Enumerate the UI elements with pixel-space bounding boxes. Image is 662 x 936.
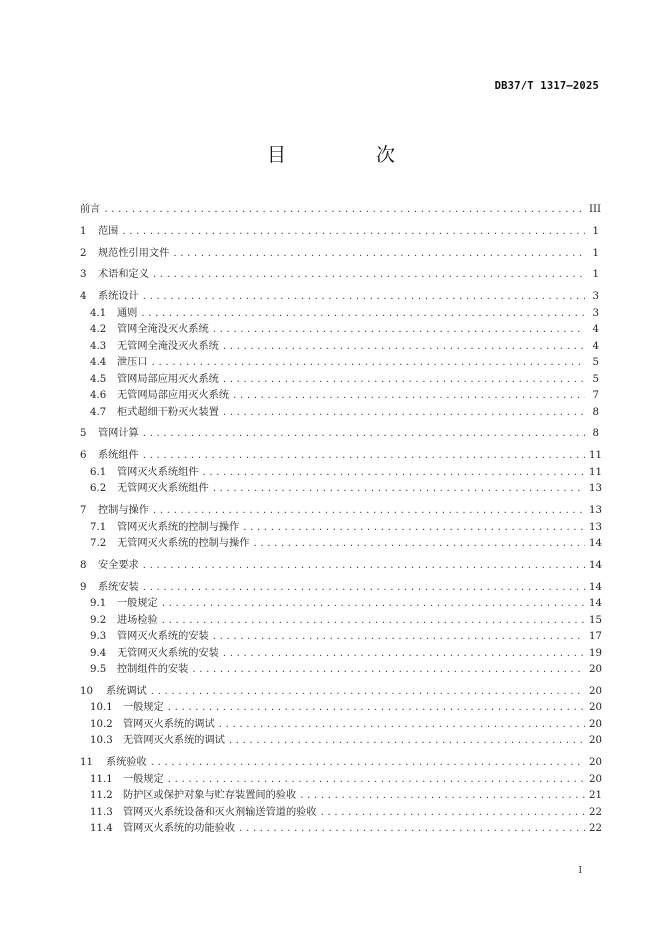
- toc-entry-page: 11: [589, 450, 602, 462]
- toc-entry-number: 11.2: [90, 790, 113, 802]
- toc-entry[interactable]: [80, 772, 602, 789]
- toc-entry-page: 15: [589, 614, 602, 626]
- toc-entry-page: 20: [589, 757, 602, 769]
- toc-entry-page: 11: [589, 466, 602, 478]
- toc-entry[interactable]: [80, 520, 602, 537]
- toc-entry[interactable]: [80, 289, 599, 306]
- toc-entry-title: 管网灭火系统组件: [117, 466, 199, 478]
- toc-dot-leader: [168, 700, 585, 717]
- toc-entry[interactable]: [80, 481, 602, 498]
- toc-dot-leader: [223, 646, 585, 663]
- toc-entry[interactable]: [80, 355, 599, 372]
- toc-entry-page: 20: [589, 773, 602, 785]
- toc-entry-page: 1: [592, 269, 599, 281]
- toc-entry-number: 7.2: [90, 538, 107, 550]
- toc-dot-leader: [122, 224, 585, 241]
- toc-dot-leader: [223, 405, 585, 422]
- toc-entry-number: 10.1: [90, 702, 113, 714]
- toc-entry-title: 无管网全淹没灭火系统: [117, 340, 219, 352]
- toc-entry-title: 系统安装: [98, 581, 139, 593]
- toc-entry[interactable]: [80, 536, 602, 553]
- toc-entry-number: 6.2: [90, 483, 107, 495]
- toc-entry-number: 9.2: [90, 614, 107, 626]
- toc-entry-page: 4: [592, 340, 599, 352]
- toc-entry-page: 1: [592, 225, 599, 237]
- toc-entry-number: 7: [80, 505, 87, 517]
- toc-dot-leader: [192, 662, 585, 679]
- toc-dot-leader: [213, 629, 585, 646]
- toc-entry-title: 进场检验: [117, 614, 158, 626]
- table-of-contents: [80, 202, 602, 838]
- toc-entry-title: 安全要求: [98, 559, 139, 571]
- toc-entry-page: 20: [589, 702, 602, 714]
- toc-dot-leader: [153, 267, 585, 284]
- toc-entry-page: 14: [589, 559, 602, 571]
- toc-entry-page: 22: [589, 823, 602, 835]
- toc-entry-title: 泄压口: [117, 357, 148, 369]
- toc-entry-number: 4.7: [90, 406, 107, 418]
- toc-entry[interactable]: [80, 733, 602, 750]
- toc-entry[interactable]: [80, 558, 602, 575]
- toc-dot-leader: [219, 717, 585, 734]
- toc-entry-number: 11.4: [90, 823, 113, 835]
- toc-entry-number: 2: [80, 247, 87, 259]
- toc-entry-page: 21: [589, 790, 602, 802]
- toc-dot-leader: [223, 339, 585, 356]
- toc-entry-page: 22: [589, 806, 602, 818]
- toc-entry-page: 8: [592, 406, 599, 418]
- toc-entry[interactable]: [80, 821, 602, 838]
- toc-entry-number: 10.2: [90, 718, 113, 730]
- toc-entry-title: 管网灭火系统的调试: [123, 718, 215, 730]
- toc-entry-title: 管网灭火系统的安装: [117, 631, 209, 643]
- toc-entry-page: 20: [589, 664, 602, 676]
- toc-entry-number: 3: [80, 269, 87, 281]
- toc-entry-title: 无管网灭火系统组件: [117, 483, 209, 495]
- toc-dot-leader: [253, 536, 585, 553]
- toc-entry-title: 系统组件: [98, 450, 139, 462]
- toc-entry-number: 9.1: [90, 598, 107, 610]
- toc-entry-number: 7.1: [90, 521, 107, 533]
- toc-entry-page: 5: [592, 373, 599, 385]
- toc-entry-number: 9: [80, 581, 87, 593]
- toc-dot-leader: [162, 613, 585, 630]
- toc-dot-leader: [162, 596, 585, 613]
- toc-entry-number: 9.3: [90, 631, 107, 643]
- toc-entry[interactable]: [80, 372, 599, 389]
- toc-entry-page: 14: [589, 538, 602, 550]
- toc-entry-title: 管网局部应用灭火系统: [117, 373, 219, 385]
- toc-entry[interactable]: [80, 465, 602, 482]
- toc-entry-number: 11.1: [90, 773, 113, 785]
- toc-entry-page: III: [589, 204, 602, 215]
- toc-entry-page: 20: [589, 685, 602, 697]
- toc-entry-page: 4: [592, 324, 599, 336]
- toc-entry-title: 术语和定义: [98, 269, 149, 281]
- toc-entry[interactable]: [80, 613, 602, 630]
- toc-entry-number: 6: [80, 450, 87, 462]
- toc-dot-leader: [229, 733, 585, 750]
- toc-entry[interactable]: [80, 322, 599, 339]
- toc-entry[interactable]: [80, 580, 602, 597]
- toc-entry-number: 8: [80, 559, 87, 571]
- toc-entry-page: 17: [589, 631, 602, 643]
- toc-entry-number: 10.3: [90, 735, 113, 747]
- toc-entry[interactable]: [80, 755, 602, 772]
- toc-entry-page: 3: [592, 307, 599, 319]
- toc-dot-leader: [143, 448, 585, 465]
- toc-entry[interactable]: [80, 224, 599, 241]
- toc-dot-leader: [151, 755, 585, 772]
- toc-dot-leader: [300, 788, 585, 805]
- toc-dot-leader: [141, 306, 585, 323]
- toc-dot-leader: [104, 202, 585, 219]
- toc-entry[interactable]: [80, 646, 602, 663]
- toc-entry-number: 4.5: [90, 373, 107, 385]
- toc-entry-page: 8: [592, 428, 599, 440]
- toc-entry-page: 13: [589, 521, 602, 533]
- toc-entry-title: 控制组件的安装: [117, 664, 189, 676]
- toc-entry[interactable]: [80, 596, 602, 613]
- toc-entry-title: 管网灭火系统设备和灭火剂输送管道的验收: [123, 806, 317, 818]
- toc-entry-title: 无管网局部应用灭火系统: [117, 390, 230, 402]
- toc-entry-number: 4.1: [90, 307, 107, 319]
- toc-entry[interactable]: [80, 405, 599, 422]
- toc-dot-leader: [213, 481, 585, 498]
- toc-entry[interactable]: [80, 684, 602, 701]
- toc-entry[interactable]: [80, 717, 602, 734]
- toc-entry-number: 4.2: [90, 324, 107, 336]
- toc-entry-title: 一般规定: [123, 773, 164, 785]
- toc-entry-title: 系统调试: [106, 685, 147, 697]
- toc-entry[interactable]: [80, 246, 599, 263]
- toc-entry-title: 无管网灭火系统的安装: [117, 647, 219, 659]
- toc-entry[interactable]: [80, 426, 599, 443]
- toc-entry-page: 20: [589, 718, 602, 730]
- toc-entry-number: 10: [80, 685, 93, 697]
- toc-entry-page: 5: [592, 357, 599, 369]
- toc-entry-title: 管网全淹没灭火系统: [117, 324, 209, 336]
- toc-entry-page: 7: [592, 390, 599, 402]
- toc-entry[interactable]: [80, 662, 602, 679]
- toc-entry[interactable]: [80, 629, 602, 646]
- toc-dot-leader: [151, 684, 585, 701]
- toc-entry[interactable]: [80, 306, 599, 323]
- page-number: I: [578, 866, 582, 876]
- toc-entry-title: 无管网灭火系统的控制与操作: [117, 538, 250, 550]
- toc-entry-page: 14: [589, 598, 602, 610]
- toc-entry-page: 3: [592, 291, 599, 303]
- toc-entry-number: 6.1: [90, 466, 107, 478]
- toc-entry-title: 管网灭火系统的控制与操作: [117, 521, 240, 533]
- toc-entry[interactable]: [80, 202, 602, 219]
- toc-dot-leader: [223, 372, 585, 389]
- toc-entry-number: 4: [80, 291, 87, 303]
- toc-entry-title: 通则: [117, 307, 138, 319]
- toc-entry-page: 1: [592, 247, 599, 259]
- toc-dot-leader: [143, 289, 585, 306]
- toc-entry-page: 20: [589, 735, 602, 747]
- toc-entry[interactable]: [80, 805, 602, 822]
- toc-dot-leader: [243, 520, 585, 537]
- toc-entry-title: 前言: [80, 204, 101, 215]
- toc-entry-number: 9.4: [90, 647, 107, 659]
- toc-dot-leader: [143, 558, 585, 575]
- toc-entry-title: 一般规定: [117, 598, 158, 610]
- toc-entry-page: 13: [589, 483, 602, 495]
- toc-entry[interactable]: [80, 503, 602, 520]
- toc-dot-leader: [173, 246, 585, 263]
- toc-dot-leader: [213, 322, 585, 339]
- toc-entry-title: 系统验收: [106, 757, 147, 769]
- toc-dot-leader: [321, 805, 585, 822]
- toc-entry[interactable]: [80, 267, 599, 284]
- toc-entry-number: 11: [80, 757, 93, 769]
- toc-entry-title: 管网计算: [98, 428, 139, 440]
- toc-entry-number: 11.3: [90, 806, 113, 818]
- toc-dot-leader: [153, 503, 585, 520]
- toc-dot-leader: [233, 388, 585, 405]
- toc-entry-number: 4.6: [90, 390, 107, 402]
- toc-entry-number: 1: [80, 225, 87, 237]
- page-title: 目 次: [266, 144, 438, 166]
- toc-entry-number: 4.4: [90, 357, 107, 369]
- toc-dot-leader: [152, 355, 585, 372]
- toc-entry-page: 14: [589, 581, 602, 593]
- toc-dot-leader: [143, 580, 585, 597]
- toc-entry[interactable]: [80, 339, 599, 356]
- toc-entry-page: 19: [589, 647, 602, 659]
- toc-entry-title: 管网灭火系统的功能验收: [123, 823, 236, 835]
- toc-entry-title: 防护区或保护对象与贮存装置间的验收: [123, 790, 297, 802]
- toc-entry-page: 13: [589, 505, 602, 517]
- document-code: DB37/T 1317—2025: [494, 80, 599, 92]
- toc-dot-leader: [168, 772, 585, 789]
- toc-dot-leader: [203, 465, 586, 482]
- toc-entry-title: 无管网灭火系统的调试: [123, 735, 225, 747]
- toc-entry-title: 控制与操作: [98, 505, 149, 517]
- toc-entry-number: 5: [80, 428, 87, 440]
- toc-entry-title: 一般规定: [123, 702, 164, 714]
- toc-entry[interactable]: [80, 448, 602, 465]
- toc-dot-leader: [239, 821, 585, 838]
- toc-entry-number: 9.5: [90, 664, 107, 676]
- toc-entry-title: 柜式超细干粉灭火装置: [117, 406, 219, 418]
- toc-entry[interactable]: [80, 388, 599, 405]
- toc-entry[interactable]: [80, 700, 602, 717]
- toc-entry-number: 4.3: [90, 340, 107, 352]
- toc-entry[interactable]: [80, 788, 602, 805]
- toc-entry-title: 规范性引用文件: [98, 247, 170, 259]
- toc-dot-leader: [143, 426, 585, 443]
- toc-entry-title: 范围: [98, 225, 119, 237]
- toc-entry-title: 系统设计: [98, 291, 139, 303]
